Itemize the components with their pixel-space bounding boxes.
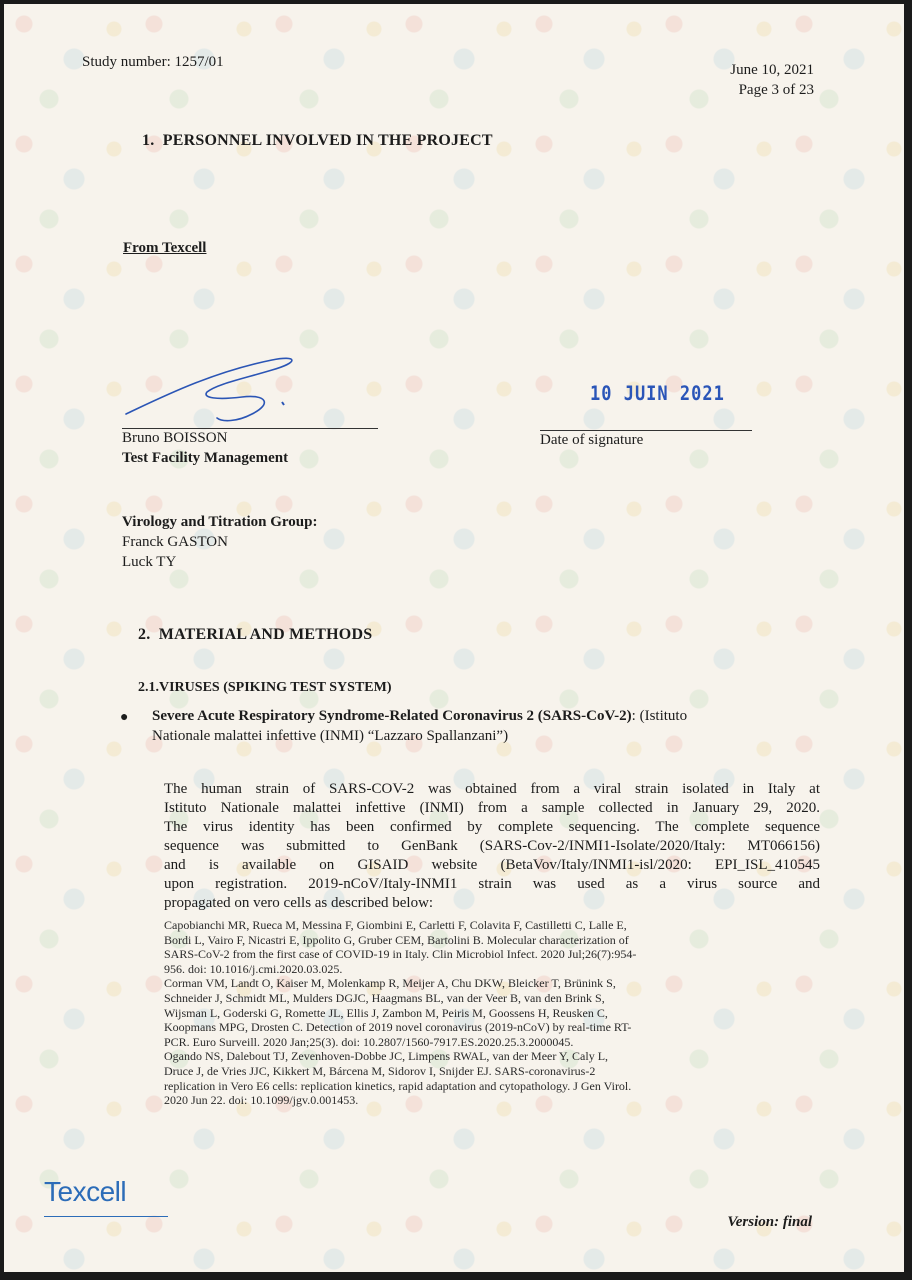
paragraph-line: and is available on GISAID website (BetaVov/Italy/INMI1-isl/2020: EPI_ISL_410545 — [164, 857, 820, 873]
bullet-icon: ● — [120, 710, 129, 725]
paragraph-line: The human strain of SARS-COV-2 was obtained from a viral strain isolated in Italy at — [164, 781, 820, 797]
date-of-signature-label: Date of signature — [540, 432, 644, 448]
logo-underline — [44, 1216, 168, 1217]
section-1-title: 1. PERSONNEL INVOLVED IN THE PROJECT — [142, 132, 493, 149]
references-list — [164, 918, 636, 1108]
virus-name-line — [152, 708, 687, 725]
group-member: Franck GASTON — [122, 534, 228, 550]
virus-name: Severe Acute Respiratory Syndrome-Related Coronavirus 2 (SARS-CoV-2) — [152, 708, 632, 724]
reference-line: Schneider J, Schmidt ML, Mulders DGJC, Haagmans BL, van der Veer B, van den Brink S, — [164, 990, 605, 1005]
signature-line — [122, 428, 378, 429]
paragraph-line: The virus identity has been confirmed by complete sequencing. The complete sequence — [164, 819, 820, 835]
date-signature-line — [540, 430, 752, 431]
paragraph-line: upon registration. 2019-nCoV/Italy-INMI1 strain was used as a virus source and — [164, 876, 820, 892]
from-texcell-label: From Texcell — [123, 240, 207, 256]
virus-source-start: : (Istituto — [631, 708, 688, 724]
handwritten-signature — [122, 352, 312, 432]
virus-description-paragraph — [164, 780, 820, 913]
study-number: Study number: 1257/01 — [82, 54, 224, 70]
reference-line: 2020 Jun 22. doi: 10.1099/jgv.0.001453. — [164, 1093, 359, 1108]
reference-line: Druce J, de Vries JJC, Kikkert M, Bárcena M, Sidorov I, Snijder EJ. SARS-coronavirus-2 — [164, 1063, 596, 1078]
texcell-logo: Texcell — [44, 1176, 127, 1207]
signer-role: Test Facility Management — [122, 450, 289, 466]
reference-line: Capobianchi MR, Rueca M, Messina F, Giombini E, Carletti F, Colavita F, Castilletti C, Lalle E, — [164, 918, 627, 932]
reference-line: Corman VM, Landt O, Kaiser M, Molenkamp R, Meijer A, Chu DKW, Bleicker T, Brünink S, — [164, 976, 616, 991]
reference-line: Bordi L, Vairo F, Nicastri E, Ippolito G, Gruber CEM, Bartolini B. Molecular characterization of — [164, 932, 629, 947]
document-date: June 10, 2021 — [730, 62, 814, 78]
reference-line: Wijsman L, Goderski G, Romette JL, Ellis J, Zambon M, Peiris M, Goossens H, Reusken C, — [164, 1005, 608, 1020]
document-page — [4, 4, 904, 1272]
section-2-title: 2. MATERIAL AND METHODS — [138, 626, 373, 643]
virus-source: Nationale malattei infettive (INMI) “Lazzaro Spallanzani”) — [152, 728, 509, 744]
group-title: Virology and Titration Group: — [122, 514, 318, 530]
reference-line: Koopmans MPG, Drosten C. Detection of 2019 novel coronavirus (2019-nCoV) by real-time RT- — [164, 1020, 632, 1035]
reference-line: 956. doi: 10.1016/j.cmi.2020.03.025. — [164, 961, 343, 976]
subsection-title: 2.1.VIRUSES (SPIKING TEST SYSTEM) — [138, 680, 392, 695]
signer-name: Bruno BOISSON — [122, 430, 228, 446]
date-stamp: 10 JUIN 2021 — [590, 382, 725, 406]
paragraph-line: Istituto Nationale malattei infettive (INMI) from a sample collected in January 29, 2020. — [164, 800, 820, 816]
group-member: Luck TY — [122, 554, 177, 570]
paragraph-line: sequence was submitted to GenBank (SARS-Cov-2/INMI1-Isolate/2020/Italy: MT066156) — [164, 838, 820, 854]
reference-line: replication in Vero E6 cells: replication kinetics, rapid adaptation and cytopathology. J Gen Virol. — [164, 1078, 632, 1093]
version-label: Version: final — [727, 1214, 812, 1230]
page-number: Page 3 of 23 — [738, 82, 814, 98]
reference-line: PCR. Euro Surveill. 2020 Jan;25(3). doi: 10.2807/1560-7917.ES.2020.25.3.2000045. — [164, 1034, 574, 1049]
reference-line: Ogando NS, Dalebout TJ, Zevenhoven-Dobbe JC, Limpens RWAL, van der Meer Y, Caly L, — [164, 1049, 609, 1064]
reference-line: SARS-CoV-2 from the first case of COVID-19 in Italy. Clin Microbiol Infect. 2020 Jul;26(7):954- — [164, 947, 637, 962]
paragraph-line: propagated on vero cells as described below: — [164, 895, 434, 911]
